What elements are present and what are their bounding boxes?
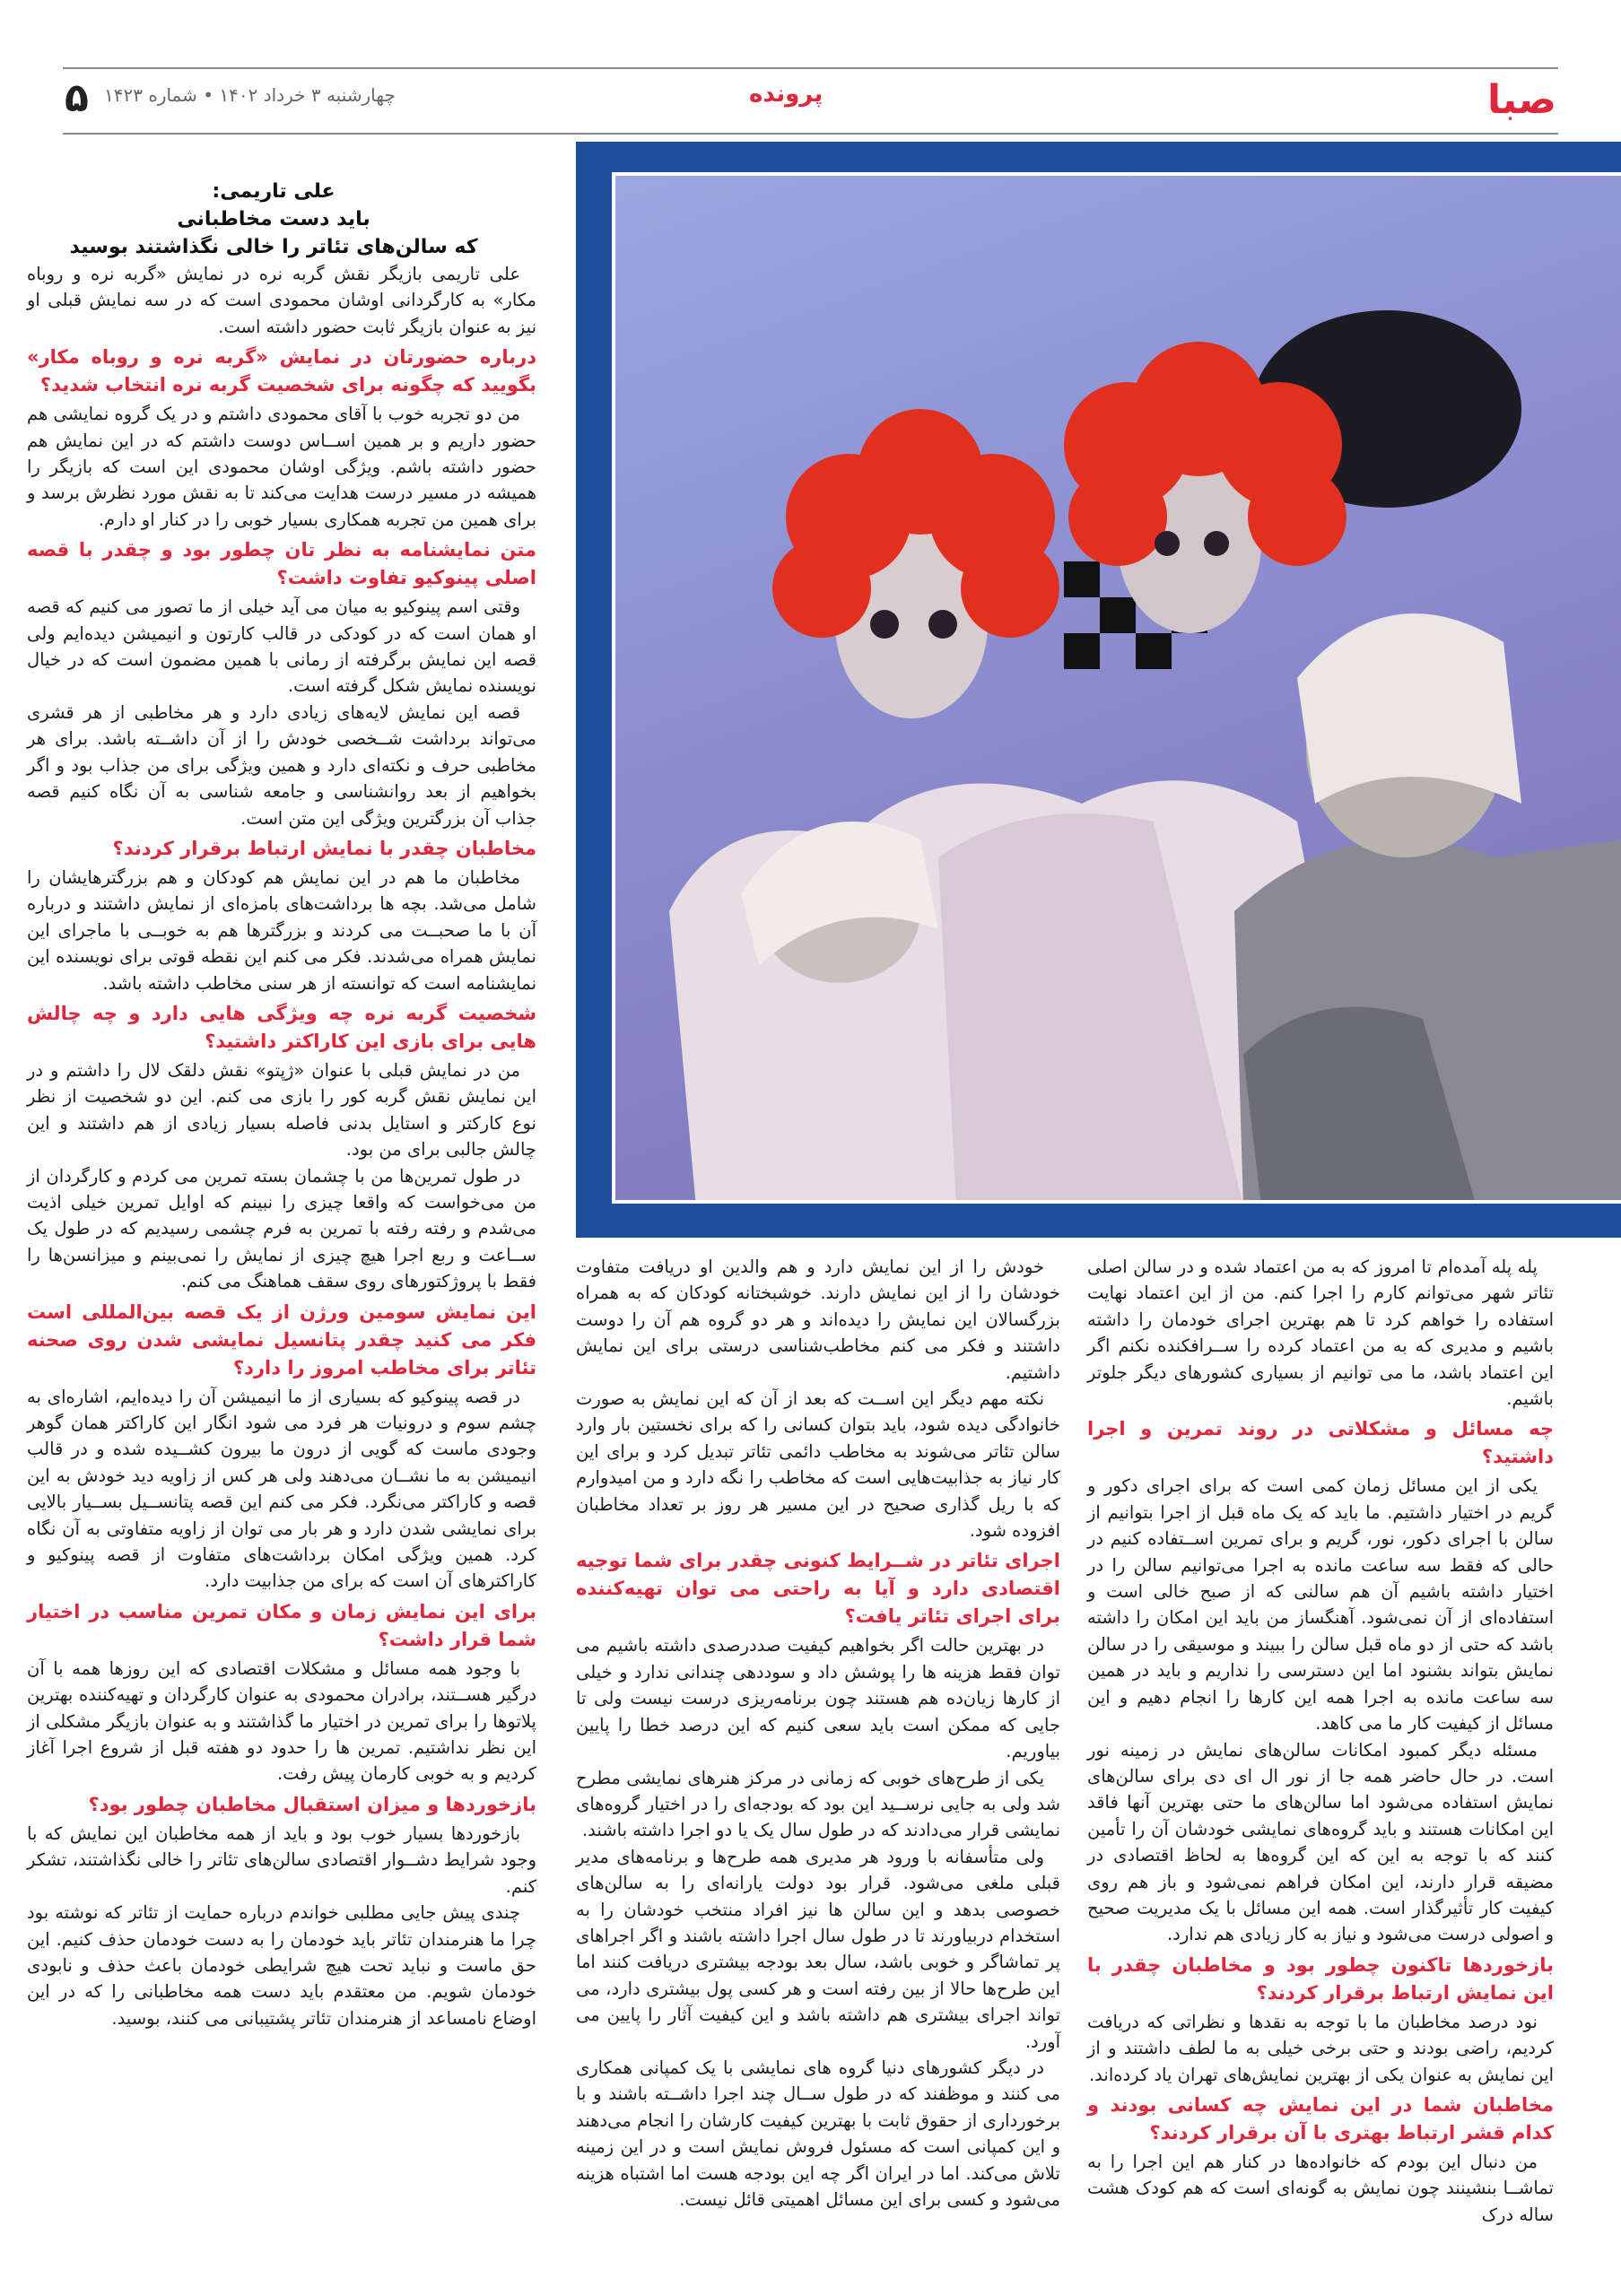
question: چه مسائل و مشکلاتی در روند تمرین و اجرا داشتید؟ xyxy=(1087,1418,1554,1468)
paragraph: ولی متأسفانه با ورود هر مدیری همه طرح‌ها و برنامه‌های مدیر قبلی ملغی می‌شود. قرار بود دولت یارانه‌ای را به سالن‌های خصوصی بدهد و این سالن ها نیز افراد منتخب خودشان را به استخدام دربیاورند تا در طول سال اجرا داشته باشند و اگر اجراهای پر تماشاگر و خوبی باشد، سال بعد بودجه بیشتری دریافت کنند اما این طرح‌ها حالا از بین رفته است و هر کسی پول بیشتری دارد، می تواند اجرای بیشتری هم داشته باشد و این کیفیت آثار را پایین می آورد. xyxy=(576,1846,1060,2052)
article-title-line-2: باید دست مخاطبانی xyxy=(177,208,370,230)
paragraph: یکی از این مسائل زمان کمی است که برای اجرای دکور و گریم در اختیار داشتیم. ما باید که یک ماه قبل از اجرا بتوانیم از سالن با اجرای دکور، نور، گریم و برای تمرین اســتفاده کنیم در حالی که فقط سه ساعت مانده به اجرا می‌توانیم سالن را در اختیار داشته باشیم آن هم سالنی که از صبح خالی است و استفاده‌ای از آن نمی‌شود. آهنگساز من باید این امکان را داشته باشد که حتی از دو ماه قبل سالن را ببیند و موسیقی را در سالن نمایش بتواند بشنود اما این دسترسی را نداریم و باید در همین سه ساعت مانده به اجرا همه این کارها را انجام دهیم و این مسائل از کیفیت کار ما می کاهد. xyxy=(1087,1475,1554,1735)
question: اجرای تئاتر در شــرایط کنونی چقدر برای شما توجیه اقتصادی دارد و آیا به راحتی می توان تهیه‌کننده برای اجرای تئاتر یافت؟ xyxy=(576,1550,1060,1628)
paragraph: خودش را از این نمایش دارد و هم والدین او دریافت متفاوت خودشان را از این نمایش دارند. خوشبختانه کودکان که به همراه بزرگسالان این نمایش را دیده‌اند و هر دو گروه هم آن را دوست داشتند و فکر می کنم مخاطب‌شناسی درستی برای این نمایش داشتیم. xyxy=(576,1257,1060,1383)
paragraph: در طول تمرین‌ها من با چشمان بسته تمرین می کردم و کارگردان از من می‌خواست که واقعا چیزی را نبینم که اوایل تمرین خیلی اذیت می‌شدم و رفته رفته با تمرین به فرم چشمی رسیدیم که در طول یک ســاعت و ربع اجرا هیچ چیزی از نمایش را نمی‌بینم و میزانسن‌ها را فقط با پروژکتورهای روی سقف هماهنگ می کنم. xyxy=(27,1165,536,1292)
theater-clowns-photo xyxy=(612,172,1621,1204)
question: بازخوردها و میزان استقبال مخاطبان چطور بود؟ xyxy=(88,1793,536,1815)
paragraph: من دنبال این بودم که خانواده‌ها در کنار هم این اجرا را به تماشــا بنشینند چون نمایش به گونه‌ای است که هم کودک هشت ساله درک xyxy=(1087,2151,1554,2225)
paragraph: در قصه پینوکیو که بسیاری از ما انیمیشن آن را دیده‌ایم، اشاره‌ای به چشم سوم و درونیات هر فرد می شود انگار این کاراکتر همان گوهر وجودی ماست که گویی از درون ما بیرون کشــیده شده و در قالب انیمیشن به ما نشــان می‌دهند ولی هر کس از زاویه دید خودش به این قصه و کاراکتر می‌نگرد. فکر می کنم این قصه پتانســیل بســیار بالایی برای نمایشی شدن دارد و هر بار می توان از زاویه متفاوتی به آن نگاه کرد. همین ویژگی امکان برداشت‌های متفاوت از قصه پینوکیو و کاراکترهای آن است که برای من جذابیت دارد. xyxy=(27,1386,536,1592)
article-title-line-1: علی تاریمی: xyxy=(212,180,336,203)
paragraph: وقتی اسم پینوکیو به میان می آید خیلی از ما تصور می کنیم که قصه او همان است که در کودکی در قالب کارتون و انیمیشن دیده‌ایم ولی قصه این نمایش برگرفته از رمانی با همین مضمون است که در خیال نویسنده نمایش شکل گرفته است. xyxy=(27,596,536,697)
article-column-right xyxy=(1087,1254,1554,2228)
question: شخصیت گربه نره چه ویژگی هایی دارد و چه چالش هایی برای بازی این کاراکتر داشتید؟ xyxy=(27,1002,536,1052)
paragraph: علی تاریمی بازیگر نقش گربه نره در نمایش «گربه نره و روباه مکار» به کارگردانی اوشان محمودی است که در سه نمایش قبلی او نیز به عنوان بازیگر ثابت حضور داشته است. xyxy=(27,264,536,337)
paragraph: نود درصد مخاطبان ما با توجه به نقدها و نظراتی که دریافت کردیم، راضی بودند و حتی برخی خیلی به ما لطف داشتند و از این نمایش به عنوان یکی از بهترین نمایش‌های تهران یاد کرده‌اند. xyxy=(1087,2011,1554,2085)
question: مخاطبان چقدر با نمایش ارتباط برقرار کردند؟ xyxy=(112,837,536,859)
header-rule-top xyxy=(63,67,1558,69)
paragraph: نکته مهم دیگر این اســت که بعد از آن که این نمایش به صورت خانوادگی دیده شود، باید بتوان کسانی را که برای نخستین بار وارد سالن تئاتر می‌شوند به مخاطب دائمی تئاتر تبدیل کرد و برای این کار نیاز به جذابیت‌هایی است که مخاطب را نگه دارد و من امیدوارم که با ریل گذاری صحیح در این مسیر هر روز بر تعداد مخاطبان افزوده شود. xyxy=(576,1388,1060,1542)
question: مخاطبان شما در این نمایش چه کسانی بودند و کدام قشر ارتباط بهتری با آن برقرار کردند؟ xyxy=(1087,2093,1554,2144)
logo-text: صبا xyxy=(1487,77,1556,123)
article-column-middle xyxy=(576,1254,1060,2213)
paragraph: من در نمایش قبلی با عنوان «ژپتو» نقش دلقک لال را داشتم و در این نمایش نقش گربه کور را بازی می کنم. این دو شخصیت از نظر نوع کارکتر و استایل بدنی فاصله بسیار زیادی از هم داشتند و این چالش جالبی برای من بود. xyxy=(27,1059,536,1161)
paragraph: در بهترین حالت اگر بخواهیم کیفیت صددرصدی داشته باشیم می توان فقط هزینه ها را پوشش داد و سوددهی چندانی ندارد و خیلی از کارها زیان‌ده هم هستند چون برنامه‌ریزی درست نیست ولی تا جایی که ممکن است باید سعی کنیم که این درصد خطا را پایین بیاوریم. xyxy=(576,1635,1060,1762)
interview-column xyxy=(27,178,536,2031)
paragraph: در دیگر کشورهای دنیا گروه های نمایشی با یک کمپانی همکاری می کنند و موظفند که در طول ســال چند اجرا داشــته باشند و با برخورداری از حقوق ثابت با بهترین کیفیت کارشان را انجام می‌دهند و این کمپانی است که مسئول فروش نمایش است و در این زمینه تلاش می‌کند. اما در ایران اگر چه این بودجه هست اما اشتباه هزینه می‌شود و کسی برای این مسائل اهمیتی قائل نیست. xyxy=(576,2057,1060,2210)
question: برای این نمایش زمان و مکان تمرین مناسب در اختیار شما قرار داشت؟ xyxy=(27,1600,536,1650)
paragraph: یکی از طرح‌های خوبی که زمانی در مرکز هنرهای نمایشی مطرح شد ولی به جایی نرســید این بود که بودجه‌ای را در اختیار گروه‌های نمایشی قرار می‌دادند که در طول سال یک یا دو اجرا داشته باشند. xyxy=(576,1767,1060,1841)
header-rule-bottom xyxy=(63,133,1558,135)
question: درباره حضورتان در نمایش «گربه نره و روباه مکار» بگویید که چگونه برای شخصیت گربه نره انتخاب شدید؟ xyxy=(27,346,536,396)
page-number: ۵ xyxy=(65,75,89,121)
paragraph: مسئله دیگر کمبود امکانات سالن‌های نمایش در زمینه نور است. در حال حاضر همه جا از نور ال ای دی برای سالن‌های نمایش استفاده می‌شود اما سالن‌های ما حتی بهترین آنها فاقد این امکانات هستند و باید گروه‌های نمایشی خودشان آن را تأمین کنند که با توجه به این که این گروه‌ها به لحاظ اقتصادی در مضیقه قرار دارند، این امکان فراهم نمی‌شود و باز هم روی کیفیت کار تأثیرگذار است. همه این مسائل با یک مدیریت صحیح و اصولی درست می‌شود و نیاز به کار زیادی هم ندارد. xyxy=(1087,1739,1554,1945)
paragraph: پله پله آمده‌ام تا امروز که به من اعتماد شده و در سالن اصلی تئاتر شهر می‌توانم کارم را اجرا کنم. من از این اعتماد نهایت استفاده را خواهم کرد تا هم بهترین اجرای خودمان را داشته باشیم و مدیری که به من اعتماد کرده را ســرافکنده نکنم اگر این اعتماد باشد، ما می توانیم از بسیاری کشورهای دیگر جلوتر باشیم. xyxy=(1087,1257,1554,1410)
paragraph: با وجود همه مسائل و مشکلات اقتصادی که این روزها همه با آن درگیر هســتند، برادران محمودی به عنوان کارگردان و تهیه‌کننده بهترین پلاتوها را برای تمرین در اختیار ما گذاشتند و به عنوان بازیگر مشکلی از این نظر نداشتیم. تمرین ها را حدود دو هفته قبل از شروع اجرا آغاز کردیم و به خوبی کارمان پیش رفت. xyxy=(27,1657,536,1785)
photo-illustration xyxy=(615,176,1621,1204)
question: این نمایش سومین ورژن از یک قصه بین‌المللی است فکر می کنید چقدر پتانسیل نمایشی شدن روی صحنه تئاتر برای مخاطب امروز را دارد؟ xyxy=(27,1300,536,1378)
question: بازخوردها تاکنون چطور بود و مخاطبان چقدر با این نمایش ارتباط برقرار کردند؟ xyxy=(1087,1953,1554,2004)
paragraph: من دو تجربه خوب با آقای محمودی داشتم و در یک گروه نمایشی هم حضور داریم و بر همین اســاس دوست داشتم که در این نمایش هم حضور داشته باشم. ویژگی اوشان محمودی این است که بازیگر را همیشه در مسیر درست هدایت می‌کند تا به نقش مورد نظرش برسد و برای همین من تجربه همکاری بسیار خوبی را در کنار او دارم. xyxy=(27,404,536,530)
article-title-line-3: که سالن‌های تئاتر را خالی نگذاشتند بوسید xyxy=(69,236,478,258)
red-wig xyxy=(772,342,1346,638)
paragraph: بازخوردها بسیار خوب بود و باید از همه مخاطبان این نمایش که با وجود شرایط دشــوار اقتصادی سالن‌های تئاتر را خالی نگذاشتند، تشکر کنم. xyxy=(27,1822,536,1897)
paragraph: مخاطبان ما هم در این نمایش هم کودکان و هم بزرگترهایشان را شامل می‌شد. بچه ها برداشت‌های بامزه‌ای از نمایش داشتند و درباره آن با ما صحبــت می کردند و بزرگترها هم به خوبــی با ماجرای این نمایش همراه می‌شدند. فکر می کنم این نقطه قوتی برای نویسنده این نمایشنامه است که توانسته از هر سنی مخاطب داشته باشد. xyxy=(27,866,536,994)
paragraph: قصه این نمایش لایه‌های زیادی دارد و هر مخاطبی از هر قشری می‌تواند برداشت شــخصی خودش را از آن داشــته باشد. برای هر مخاطبی حرف و نکته‌ای دارد و همین ویژگی برای من جذاب بود و اگر بخواهیم از بعد روانشناسی و جامعه شناسی به آن نگاه کنیم قصه جذاب آن بزرگترین ویژگی این متن است. xyxy=(27,701,536,829)
section-label: پرونده xyxy=(749,81,824,108)
paragraph: چندی پیش جایی مطلبی خواندم درباره حمایت از تئاتر که نوشته بود چرا ما هنرمندان تئاتر باید خودمان را به دست خودمان حذف کنیم. این حق ماست و نباید تحت هیچ شرایطی خودمان باعث حذف و نابودی خودمان شویم. من معتقدم باید دست همه مخاطبانی را که در این اوضاع نامساعد از هنرمندان تئاتر پشتیبانی می کنند، بوسید. xyxy=(27,1902,536,2029)
saba-logo xyxy=(1433,72,1558,126)
dateline: چهارشنبه ۳ خرداد ۱۴۰۲ • شماره ۱۴۲۳ xyxy=(104,84,396,106)
question: متن نمایشنامه به نظر تان چطور بود و چقدر با قصه اصلی پینوکیو تفاوت داشت؟ xyxy=(27,539,536,589)
